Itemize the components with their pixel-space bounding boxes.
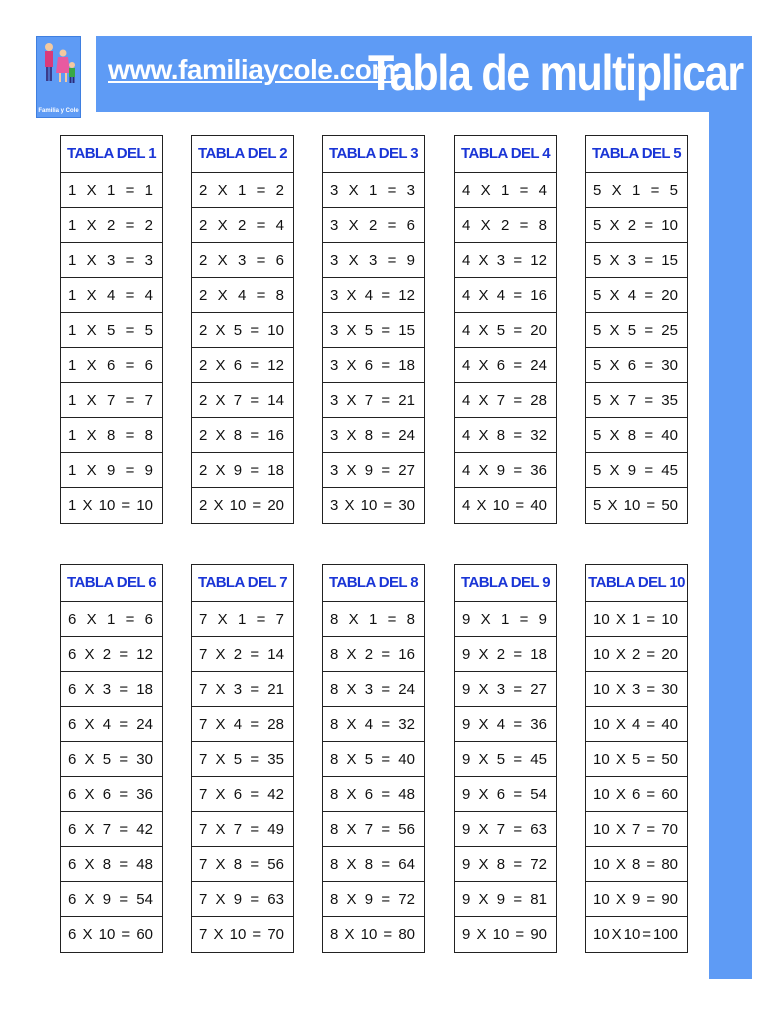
table-row: 6 X 1 = 6 (61, 602, 162, 637)
table-row: 5 X 7 = 35 (586, 383, 687, 418)
table-row: 2 X 9 = 18 (192, 453, 293, 488)
table-row: 8 X 10 = 80 (330, 926, 415, 943)
table-row: 9 X 3 = 27 (455, 672, 556, 707)
table-row: 9 X 8 = 72 (455, 847, 556, 882)
table-row: 4 X 10 = 40 (462, 497, 547, 514)
multiplication-table (322, 135, 425, 524)
table-row: 9 X 1 = 9 (455, 602, 556, 637)
table-row: 9 X 4 = 36 (455, 707, 556, 742)
logo-text: Familia y Cole (38, 108, 79, 114)
table-row: 5 X 1 = 5 (586, 173, 687, 208)
table-row: 8 X 4 = 32 (323, 707, 424, 742)
table-row: 5 X 4 = 20 (586, 278, 687, 313)
table-row: 4 X 6 = 24 (455, 348, 556, 383)
table-row: 7 X 1 = 7 (192, 602, 293, 637)
table-row: 10 X 3 = 30 (586, 672, 687, 707)
table-row: 10 X 1 = 10 (586, 602, 687, 637)
table-row: 6 X 8 = 48 (61, 847, 162, 882)
table-title: TABLA DEL 9 (455, 565, 556, 602)
table-row: 10 X 6 = 60 (586, 777, 687, 812)
table-row: 10 X 9 = 90 (586, 882, 687, 917)
table-row: 5 X 5 = 25 (586, 313, 687, 348)
table-row: 8 X 1 = 8 (323, 602, 424, 637)
table-row: 10 X 5 = 50 (586, 742, 687, 777)
table-row: 10 X 4 = 40 (586, 707, 687, 742)
table-row: 7 X 2 = 14 (192, 637, 293, 672)
table-row: 1 X 10 = 10 (68, 497, 153, 514)
multiplication-table (191, 564, 294, 953)
table-row: 6 X 2 = 12 (61, 637, 162, 672)
table-row: 1 X 8 = 8 (61, 418, 162, 453)
table-row: 1 X 1 = 1 (61, 173, 162, 208)
table-row: 3 X 9 = 27 (323, 453, 424, 488)
table-row: 2 X 7 = 14 (192, 383, 293, 418)
table-row: 5 X 3 = 15 (586, 243, 687, 278)
multiplication-table (60, 135, 163, 524)
side-decoration-bar (709, 112, 752, 979)
table-row: 10 X 10 = 100 (593, 926, 678, 943)
family-logo-icon (37, 37, 80, 107)
site-url-link[interactable]: www.familiaycole.com (108, 54, 396, 85)
table-row: 7 X 3 = 21 (192, 672, 293, 707)
multiplication-table (322, 564, 425, 953)
table-row: 6 X 5 = 30 (61, 742, 162, 777)
multiplication-table (454, 564, 557, 953)
table-title: TABLA DEL 6 (61, 565, 162, 602)
table-title: TABLA DEL 3 (323, 136, 424, 173)
table-row: 10 X 2 = 20 (586, 637, 687, 672)
table-row: 9 X 7 = 63 (455, 812, 556, 847)
table-row: 8 X 8 = 64 (323, 847, 424, 882)
table-row: 6 X 3 = 18 (61, 672, 162, 707)
table-row: 1 X 5 = 5 (61, 313, 162, 348)
table-row: 8 X 7 = 56 (323, 812, 424, 847)
table-row: 9 X 2 = 18 (455, 637, 556, 672)
table-row: 4 X 1 = 4 (455, 173, 556, 208)
table-row: 2 X 4 = 8 (192, 278, 293, 313)
table-row: 1 X 2 = 2 (61, 208, 162, 243)
table-row: 7 X 6 = 42 (192, 777, 293, 812)
table-row: 3 X 1 = 3 (323, 173, 424, 208)
table-row: 5 X 8 = 40 (586, 418, 687, 453)
table-row: 2 X 10 = 20 (199, 497, 284, 514)
table-row: 3 X 8 = 24 (323, 418, 424, 453)
table-title: TABLA DEL 2 (192, 136, 293, 173)
table-title: TABLA DEL 1 (61, 136, 162, 173)
table-row: 3 X 2 = 6 (323, 208, 424, 243)
multiplication-table (585, 135, 688, 524)
table-row: 3 X 5 = 15 (323, 313, 424, 348)
table-row: 4 X 4 = 16 (455, 278, 556, 313)
table-row: 7 X 10 = 70 (199, 926, 284, 943)
multiplication-table (191, 135, 294, 524)
table-title: TABLA DEL 10 (586, 565, 687, 602)
table-row: 8 X 5 = 40 (323, 742, 424, 777)
table-row: 5 X 9 = 45 (586, 453, 687, 488)
table-row: 9 X 6 = 54 (455, 777, 556, 812)
table-row: 2 X 2 = 4 (192, 208, 293, 243)
table-row: 3 X 4 = 12 (323, 278, 424, 313)
table-row: 2 X 1 = 2 (192, 173, 293, 208)
table-row: 9 X 9 = 81 (455, 882, 556, 917)
table-row: 5 X 10 = 50 (593, 497, 678, 514)
table-row: 8 X 6 = 48 (323, 777, 424, 812)
table-row: 6 X 4 = 24 (61, 707, 162, 742)
table-row: 7 X 8 = 56 (192, 847, 293, 882)
table-row: 9 X 5 = 45 (455, 742, 556, 777)
table-row: 1 X 6 = 6 (61, 348, 162, 383)
table-row: 6 X 6 = 36 (61, 777, 162, 812)
table-row: 4 X 3 = 12 (455, 243, 556, 278)
table-row: 6 X 7 = 42 (61, 812, 162, 847)
table-row: 6 X 9 = 54 (61, 882, 162, 917)
table-title: TABLA DEL 8 (323, 565, 424, 602)
table-row: 10 X 7 = 70 (586, 812, 687, 847)
table-row: 3 X 6 = 18 (323, 348, 424, 383)
table-row: 4 X 9 = 36 (455, 453, 556, 488)
table-row: 8 X 9 = 72 (323, 882, 424, 917)
table-row: 3 X 3 = 9 (323, 243, 424, 278)
table-row: 3 X 7 = 21 (323, 383, 424, 418)
table-row: 4 X 8 = 32 (455, 418, 556, 453)
table-row: 1 X 3 = 3 (61, 243, 162, 278)
multiplication-table (585, 564, 688, 953)
table-row: 7 X 7 = 49 (192, 812, 293, 847)
table-row: 7 X 9 = 63 (192, 882, 293, 917)
table-row: 2 X 6 = 12 (192, 348, 293, 383)
table-title: TABLA DEL 7 (192, 565, 293, 602)
table-row: 2 X 8 = 16 (192, 418, 293, 453)
table-title: TABLA DEL 4 (455, 136, 556, 173)
table-row: 5 X 2 = 10 (586, 208, 687, 243)
table-row: 8 X 2 = 16 (323, 637, 424, 672)
table-row: 4 X 7 = 28 (455, 383, 556, 418)
table-row: 9 X 10 = 90 (462, 926, 547, 943)
table-row: 4 X 5 = 20 (455, 313, 556, 348)
table-row: 1 X 7 = 7 (61, 383, 162, 418)
table-row: 2 X 3 = 6 (192, 243, 293, 278)
table-row: 1 X 9 = 9 (61, 453, 162, 488)
logo (36, 36, 81, 118)
table-row: 7 X 4 = 28 (192, 707, 293, 742)
table-row: 4 X 2 = 8 (455, 208, 556, 243)
table-row: 1 X 4 = 4 (61, 278, 162, 313)
table-row: 7 X 5 = 35 (192, 742, 293, 777)
table-row: 2 X 5 = 10 (192, 313, 293, 348)
table-row: 10 X 8 = 80 (586, 847, 687, 882)
table-row: 3 X 10 = 30 (330, 497, 415, 514)
page-title: Tabla de multiplicar (368, 45, 743, 101)
table-row: 5 X 6 = 30 (586, 348, 687, 383)
multiplication-table (454, 135, 557, 524)
table-row: 6 X 10 = 60 (68, 926, 153, 943)
table-row: 8 X 3 = 24 (323, 672, 424, 707)
multiplication-table (60, 564, 163, 953)
table-title: TABLA DEL 5 (586, 136, 687, 173)
